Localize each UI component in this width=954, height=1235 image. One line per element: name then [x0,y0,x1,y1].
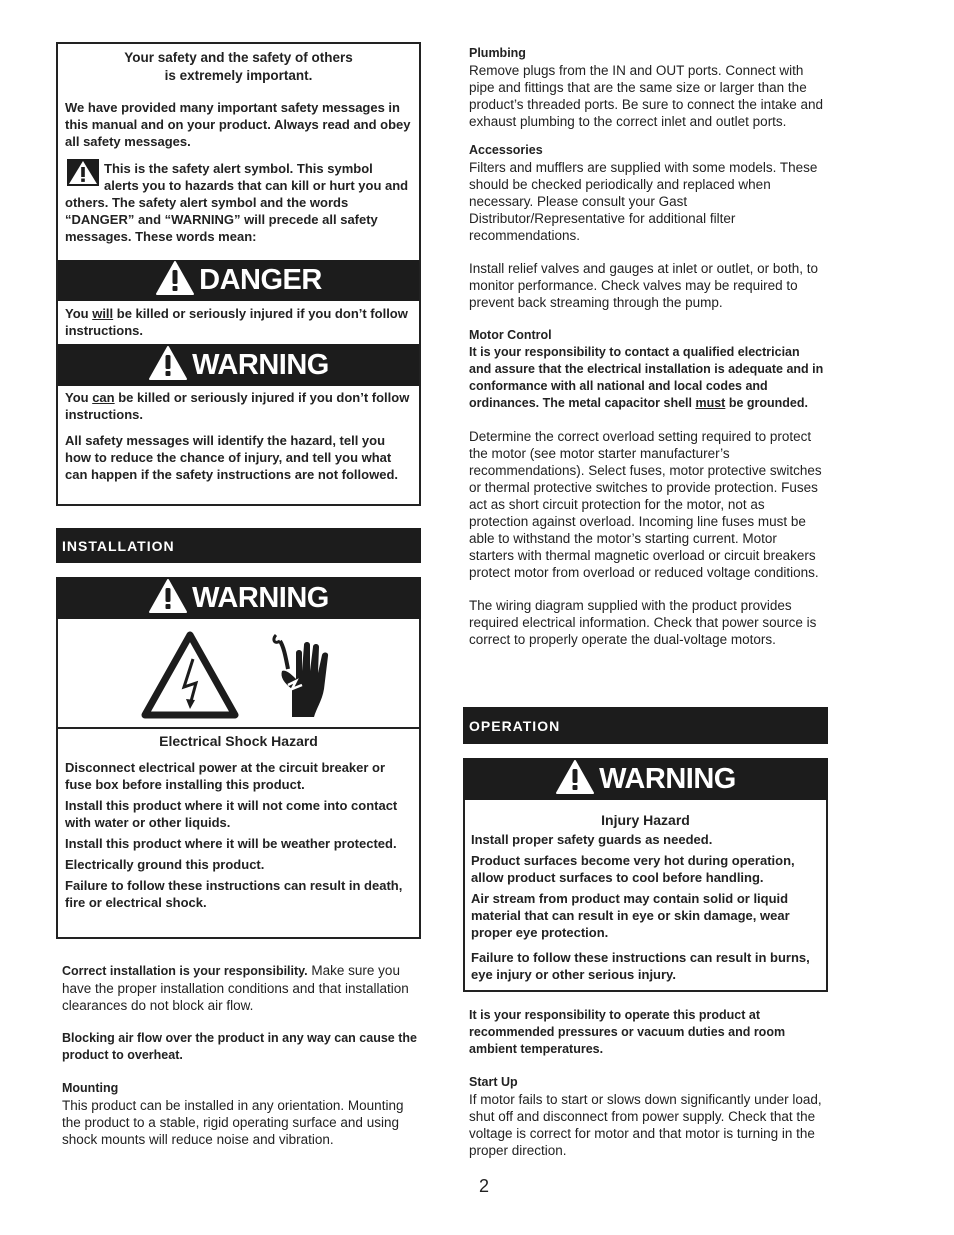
hazard-item: Disconnect electrical power at the circuit breaker or fuse box before installing this product. [65,760,386,792]
hazard-pictogram-area [58,619,419,729]
danger-banner [58,260,419,301]
installation-warning-box [56,577,421,939]
motor-control-heading: Motor Control [469,328,552,342]
warning-banner [463,758,828,800]
plumbing-text: Remove plugs from the IN and OUT ports. Connect with pipe and fittings that are the same size or larger than the product’s threaded ports. Be sure to connect the intake and exhaust plumbing to the correct inlet and outlet ports. [469,63,823,129]
start-up-text: If motor fails to start or slows down significantly under load, shut off and disconnect from power supply. Check that the voltage is correct for motor and that motor is turning in the proper direction. [469,1092,822,1158]
safety-heading: Your safety and the safety of others is extremely important. [124,50,353,83]
accessories-heading: Accessories [469,143,543,157]
relief-valves-text: Install relief valves and gauges at inlet or outlet, or both, to monitor performance. Check valves may be required to prevent back streaming through the pump. [469,261,818,310]
safety-alert-icon [67,159,99,186]
warning-banner [58,344,419,386]
warning-message: You can be killed or seriously injured if you don’t follow instructions. [65,390,410,422]
start-up-heading: Start Up [469,1075,518,1089]
hazard-item: Install proper safety guards as needed. [471,832,713,847]
danger-word: DANGER [199,264,322,296]
mounting-text: This product can be installed in any orientation. Mounting the product to a stable, rigid operating surface and using shock mounts will reduce noise and vibration. [62,1098,404,1147]
hazard-title: Electrical Shock Hazard [159,733,318,749]
wiring-text: The wiring diagram supplied with the product provides required electrical information. Check that power source is correct to properly operate the dual-voltage motors. [469,598,817,647]
warning-triangle-icon [155,260,195,301]
operation-body [469,1007,825,1159]
hazard-item: Install this product where it will be weather protected. [65,836,397,851]
hazard-item: Failure to follow these instructions can result in burns, eye injury or other serious injury. [471,950,810,982]
blocking-airflow-note: Blocking air flow over the product in any way can cause the product to overheat. [62,1031,417,1062]
overload-text: Determine the correct overload setting required to protect the motor (see motor starter manufacturer’s recommendations). Select fuses, motor protective switches or thermal protective switches to provide protection. Fuses act as short circuit protection for the motor, not as protection against overload. Incoming line fuses must be able to withstand the motor’s starting current. Motor starters with thermal magnetic overload or circuit breakers protect motor from overload or reduced voltage conditions. [469,429,822,580]
safety-intro: We have provided many important safety messages in this manual and on your product. Always read and obey all safety messages. [65,100,411,149]
warning-word: WARNING [192,581,329,614]
safety-alert-paragraph [65,160,411,245]
installation-hazard-list [65,759,410,911]
hazard-item: Product surfaces become very hot during operation, allow product surfaces to cool before handling. [471,853,795,885]
operation-responsibility: It is your responsibility to operate this product at recommended pressures or vacuum duties and room ambient temperatures. [469,1008,786,1056]
mounting-heading: Mounting [62,1081,119,1095]
right-column-installation-text [469,45,825,648]
section-title-installation: INSTALLATION [56,528,421,563]
hazard-item: Failure to follow these instructions can result in death, fire or electrical shock. [65,878,403,910]
hazard-item: Install this product where it will not come into contact with water or other liquids. [65,798,398,830]
danger-message: You will be killed or seriously injured if you don’t follow instructions. [65,306,408,338]
warning-triangle-icon [148,578,188,619]
hazard-item: Electrically ground this product. [65,857,265,872]
electrical-hazard-triangle-icon [140,629,240,726]
plumbing-heading: Plumbing [469,46,526,60]
motor-control-bold-text: It is your responsibility to contact a qualified electrician and assure that the electrical installation is adequate and in conformance with all national and local codes and ordinances. The metal capacitor shell must be grounded. [469,345,824,410]
warning-banner [56,577,421,619]
correct-installation-paragraph: Correct installation is your responsibility. Make sure you have the proper installation conditions and that installation clearances do not block air flow. [62,963,409,1013]
hazard-title: Injury Hazard [601,812,690,828]
page-number: 2 [478,1176,489,1196]
safety-message-box [56,42,421,506]
warning-triangle-icon [148,345,188,386]
hazard-item: Air stream from product may contain solid or liquid material that can result in eye or skin damage, wear proper eye protection. [471,891,790,940]
installation-body [62,962,418,1148]
warning-word: WARNING [599,762,736,795]
operation-warning-box [463,758,828,992]
operation-hazard-list [471,831,821,983]
accessories-text: Filters and mufflers are supplied with some models. These should be checked periodically and replaced when necessary. Please consult your Gast Distributor/Representative for additional filter recommendations. [469,160,818,243]
safety-closing: All safety messages will identify the hazard, tell you how to reduce the chance of injury, and tell you what can happen if the safety instructions are not followed. [65,433,398,482]
electric-shock-hand-icon [266,631,344,726]
warning-word: WARNING [192,348,329,381]
warning-triangle-icon [555,759,595,800]
safety-alert-text: This is the safety alert symbol. This symbol alerts you to hazards that can kill or hurt you and others. The safety alert symbol and the words “DANGER” and “WARNING” will precede all safety messages. These words mean: [65,161,409,244]
section-title-operation: OPERATION [463,707,828,744]
